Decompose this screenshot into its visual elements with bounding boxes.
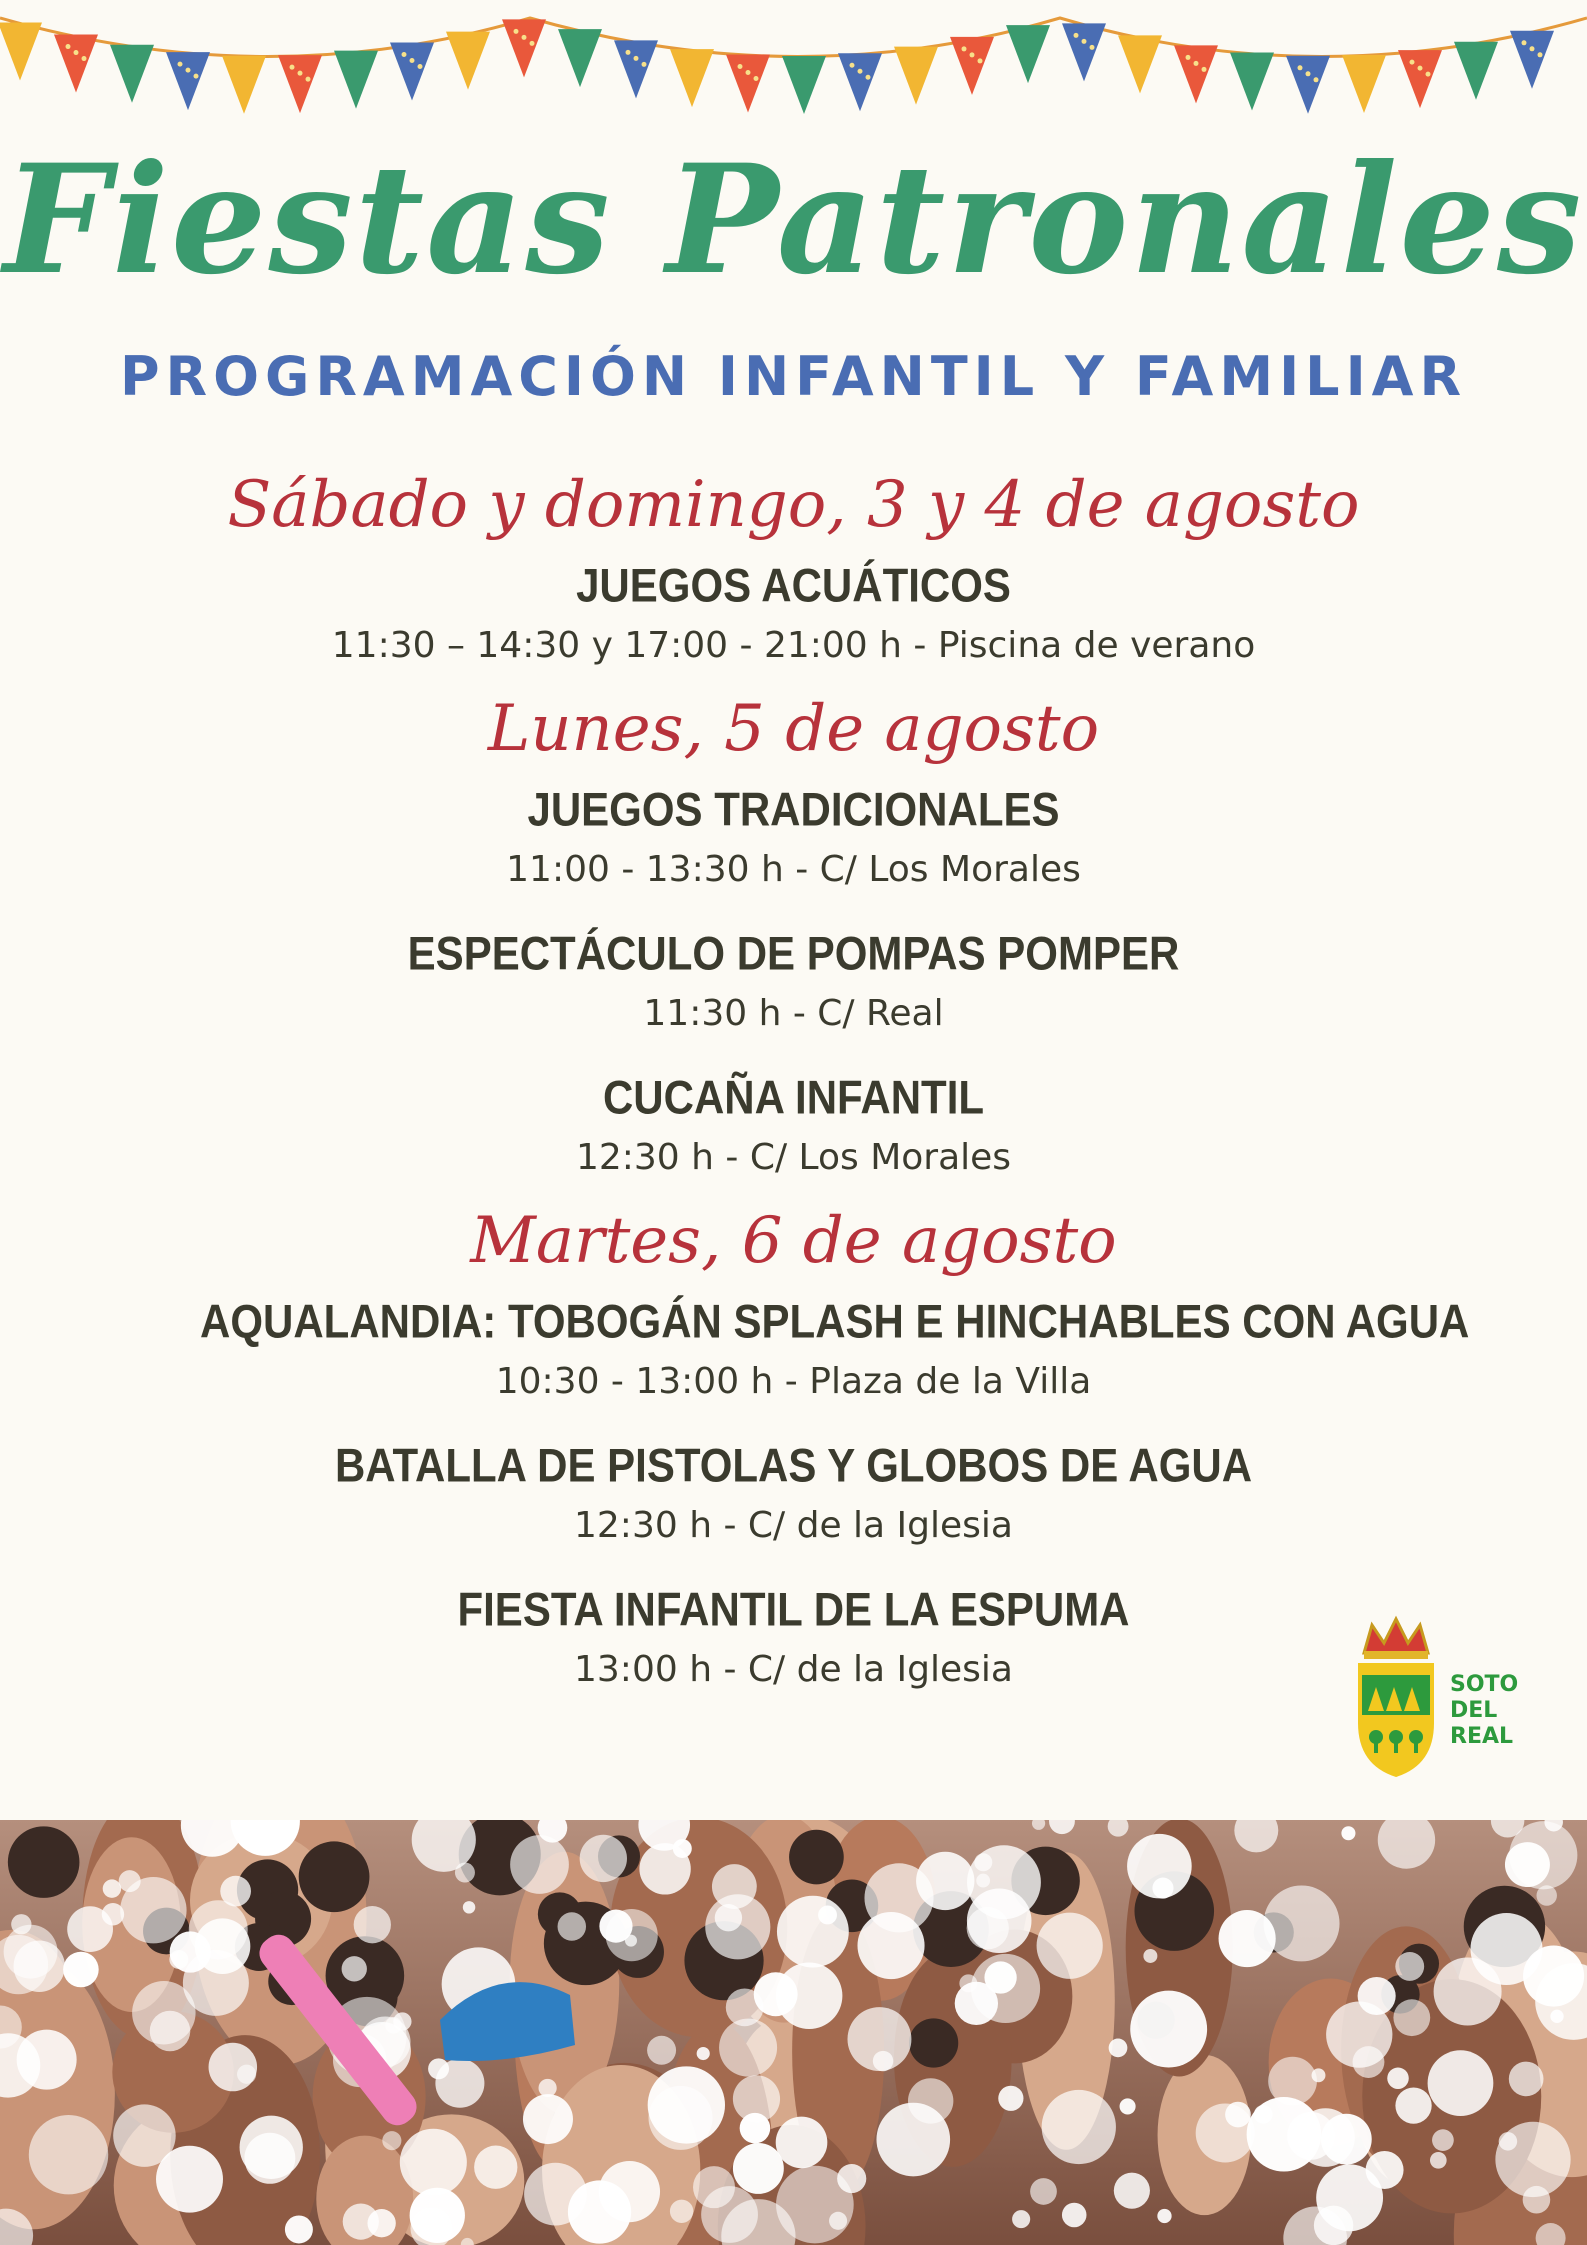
photo-foam bbox=[976, 1874, 990, 1888]
photo-foam bbox=[837, 2164, 866, 2193]
bunting-flag bbox=[782, 56, 826, 114]
bunting-flag bbox=[222, 56, 266, 114]
bunting-flag bbox=[334, 51, 378, 109]
photo-foam bbox=[1130, 1991, 1207, 2068]
photo-foam bbox=[343, 2203, 379, 2239]
photo-foam bbox=[1042, 2090, 1116, 2164]
foam-party-photo bbox=[0, 1820, 1587, 2245]
photo-foam bbox=[599, 2161, 660, 2222]
photo-foam bbox=[649, 2086, 713, 2150]
photo-foam bbox=[1432, 2129, 1454, 2151]
photo-foam bbox=[1037, 1913, 1103, 1979]
event-detail: 11:30 h - C/ Real bbox=[643, 993, 944, 1034]
photo-foam bbox=[733, 2075, 780, 2122]
photo-foam bbox=[606, 1909, 658, 1961]
photo-foam bbox=[285, 2215, 313, 2243]
bunting-dot bbox=[866, 75, 871, 80]
bunting-flag bbox=[390, 42, 434, 100]
photo-foam bbox=[1030, 2178, 1057, 2205]
page-title: Fiestas Patronales bbox=[3, 132, 1584, 308]
bunting-flag bbox=[558, 29, 602, 87]
bunting-flag bbox=[614, 40, 658, 98]
photo-foam bbox=[1120, 2098, 1136, 2114]
photo-foam bbox=[102, 1903, 124, 1925]
bunting-flag bbox=[54, 35, 98, 93]
bunting-dot bbox=[1530, 46, 1535, 51]
photo-foam bbox=[11, 1914, 31, 1934]
photo-foam bbox=[580, 1835, 627, 1882]
bunting-flag bbox=[1454, 42, 1498, 100]
photo-foam bbox=[400, 2129, 467, 2196]
bunting-dot bbox=[1314, 77, 1319, 82]
photo-foam bbox=[1387, 2068, 1409, 2090]
photo-foam bbox=[474, 2146, 517, 2189]
day-block bbox=[200, 684, 1387, 1186]
photo-foam bbox=[63, 1952, 99, 1988]
bunting-dot bbox=[74, 50, 79, 55]
photo-foam bbox=[998, 2086, 1023, 2111]
photo-foam bbox=[435, 2059, 484, 2108]
bunting-dot bbox=[290, 65, 295, 70]
bunting-dot bbox=[306, 77, 311, 82]
bunting-flag bbox=[502, 19, 546, 77]
photo-foam bbox=[701, 2186, 758, 2243]
photo-foam bbox=[240, 2116, 303, 2179]
photo-foam bbox=[1428, 2050, 1494, 2116]
bunting-flag bbox=[0, 22, 42, 80]
bunting-dot bbox=[962, 46, 967, 51]
program-list bbox=[200, 460, 1470, 1708]
photo-foam bbox=[1247, 2097, 1322, 2172]
day-heading: Sábado y domingo, 3 y 4 de agosto bbox=[227, 468, 1360, 542]
photo-foam bbox=[1109, 2039, 1128, 2058]
photo-foam bbox=[1196, 2103, 1255, 2162]
photo-foam bbox=[876, 2103, 950, 2177]
logo-text-line: DEL bbox=[1450, 1698, 1498, 1723]
bunting-flag bbox=[110, 45, 154, 103]
bunting-dot bbox=[1426, 72, 1431, 77]
photo-foam bbox=[967, 1888, 1032, 1953]
bunting-flag bbox=[1230, 52, 1274, 110]
photo-foam bbox=[237, 2065, 256, 2084]
photo-foam bbox=[1341, 1826, 1355, 1840]
bunting-dot bbox=[978, 58, 983, 63]
photo-foam bbox=[647, 2036, 676, 2065]
photo-foam bbox=[1143, 1949, 1157, 1963]
bunting-dot bbox=[530, 41, 535, 46]
photo-foam bbox=[670, 2200, 693, 2223]
bunting-dot bbox=[1298, 65, 1303, 70]
bunting-dot bbox=[1202, 67, 1207, 72]
event-detail: 11:00 - 13:30 h - C/ Los Morales bbox=[506, 849, 1081, 890]
bunting-flag bbox=[838, 53, 882, 111]
bunting-flag bbox=[894, 47, 938, 105]
bunting-dot bbox=[1522, 40, 1527, 45]
bunting-flag bbox=[1174, 45, 1218, 103]
photo-foam bbox=[120, 1877, 186, 1943]
day-heading: Lunes, 5 de agosto bbox=[487, 692, 1100, 766]
bunting-dot bbox=[746, 70, 751, 75]
photo-foam bbox=[558, 1912, 586, 1940]
photo-foam bbox=[1395, 2087, 1431, 2123]
bunting-dot bbox=[1306, 71, 1311, 76]
bunting-dot bbox=[1186, 55, 1191, 60]
photo-foam bbox=[971, 1954, 1040, 2023]
bunting-dot bbox=[1074, 33, 1079, 38]
photo-foam bbox=[1536, 1885, 1556, 1905]
bunting-dot bbox=[754, 76, 759, 81]
photo-foam bbox=[777, 1896, 849, 1968]
day-block bbox=[200, 460, 1387, 674]
bunting-dot bbox=[522, 35, 527, 40]
town-logo-text bbox=[1450, 1672, 1518, 1750]
bunting-dot bbox=[1410, 60, 1415, 65]
photo-foam bbox=[848, 2007, 912, 2071]
event-detail: 10:30 - 13:00 h - Plaza de la Villa bbox=[495, 1361, 1092, 1402]
bunting-dot bbox=[82, 56, 87, 61]
photo-foam bbox=[733, 2143, 784, 2194]
event-name: AQUALANDIA: TOBOGÁN SPLASH E HINCHABLES CON AGUA bbox=[200, 1295, 1470, 1348]
event-detail: 13:00 h - C/ de la Iglesia bbox=[574, 1649, 1013, 1690]
bunting-dot bbox=[194, 74, 199, 79]
bunting-dot bbox=[402, 52, 407, 57]
photo-foam bbox=[1550, 2010, 1563, 2023]
bunting-dot bbox=[178, 62, 183, 67]
day-block bbox=[200, 1196, 1470, 1698]
bunting-dot bbox=[410, 58, 415, 63]
photo-foam bbox=[524, 2163, 587, 2226]
bunting-dot bbox=[298, 71, 303, 76]
photo-foam bbox=[183, 1950, 249, 2016]
photo-head bbox=[299, 1841, 370, 1912]
bunting-flag bbox=[1510, 31, 1554, 89]
event-detail: 11:30 – 14:30 y 17:00 - 21:00 h - Piscina de verano bbox=[331, 625, 1256, 666]
event-name: ESPECTÁCULO DE POMPAS POMPER bbox=[407, 927, 1180, 980]
event-detail: 12:30 h - C/ de la Iglesia bbox=[574, 1505, 1013, 1546]
photo-foam bbox=[719, 2019, 777, 2077]
photo-foam bbox=[715, 1904, 742, 1931]
event-name: BATALLA DE PISTOLAS Y GLOBOS DE AGUA bbox=[334, 1439, 1253, 1492]
bunting-dot bbox=[970, 52, 975, 57]
bunting-flag bbox=[1118, 35, 1162, 93]
photo-foam bbox=[1312, 2068, 1326, 2082]
bunting-garland-icon bbox=[0, 0, 1587, 140]
photo-foam bbox=[1395, 1952, 1424, 1981]
day-heading: Martes, 6 de agosto bbox=[470, 1204, 1117, 1278]
logo-text-line: REAL bbox=[1450, 1724, 1514, 1749]
event-name: JUEGOS ACUÁTICOS bbox=[576, 559, 1011, 612]
bunting-dot bbox=[626, 50, 631, 55]
bunting-flag bbox=[1006, 25, 1050, 83]
photo-foam bbox=[864, 1863, 933, 1932]
photo-foam bbox=[1062, 2203, 1087, 2228]
photo-foam bbox=[1114, 2173, 1150, 2209]
bunting-dot bbox=[858, 69, 863, 74]
photo-foam bbox=[463, 1901, 475, 1913]
bunting-dot bbox=[418, 64, 423, 69]
photo-foam bbox=[510, 1835, 569, 1894]
bunting-flag bbox=[446, 32, 490, 90]
bunting-dot bbox=[514, 29, 519, 34]
bunting-dot bbox=[186, 68, 191, 73]
photo-foam bbox=[113, 2104, 176, 2167]
logo-text-line: SOTO bbox=[1450, 1672, 1519, 1697]
bunting-dot bbox=[66, 44, 71, 49]
bunting-dot bbox=[1090, 45, 1095, 50]
bunting-flag bbox=[278, 55, 322, 113]
photo-foam bbox=[354, 1906, 391, 1943]
photo-foam bbox=[523, 2094, 573, 2144]
photo-foam bbox=[1264, 1885, 1340, 1961]
bunting-dot bbox=[1418, 66, 1423, 71]
photo-foam bbox=[1393, 1999, 1430, 2036]
photo-foam bbox=[342, 1956, 367, 1981]
bunting-flag bbox=[1398, 50, 1442, 108]
photo-foam bbox=[29, 2115, 108, 2194]
photo-foam bbox=[754, 1972, 798, 2016]
photo-foam bbox=[1316, 2164, 1383, 2231]
photo-foam bbox=[697, 2047, 710, 2060]
photo-foam bbox=[1523, 2186, 1551, 2214]
photo-foam bbox=[776, 2117, 828, 2169]
photo-head bbox=[789, 1830, 844, 1885]
bunting-flag bbox=[166, 52, 210, 110]
photo-head bbox=[8, 1826, 80, 1898]
event-name: CUCAÑA INFANTIL bbox=[602, 1071, 985, 1124]
bunting-flag bbox=[1062, 23, 1106, 81]
photo-foam bbox=[1505, 1842, 1550, 1887]
photo-foam bbox=[1509, 2062, 1544, 2097]
photo-head bbox=[909, 2018, 958, 2067]
bunting-dot bbox=[642, 62, 647, 67]
bunting-dot bbox=[1538, 52, 1543, 57]
bunting-dot bbox=[738, 64, 743, 69]
photo-foam bbox=[1430, 2152, 1447, 2169]
photo-foam bbox=[1127, 1834, 1192, 1899]
event-detail: 12:30 h - C/ Los Morales bbox=[575, 1137, 1012, 1178]
photo-foam bbox=[103, 1879, 121, 1897]
photo-foam bbox=[382, 2131, 401, 2150]
bunting-dot bbox=[1194, 61, 1199, 66]
bunting-dot bbox=[634, 56, 639, 61]
bunting-flag bbox=[670, 49, 714, 107]
photo-foam bbox=[1012, 2210, 1030, 2228]
photo-foam bbox=[1326, 2002, 1392, 2068]
event-name: JUEGOS TRADICIONALES bbox=[527, 783, 1060, 836]
bunting-dot bbox=[1082, 39, 1087, 44]
photo-foam bbox=[1434, 1958, 1502, 2026]
bunting-dot bbox=[850, 63, 855, 68]
bunting-flag bbox=[1286, 56, 1330, 114]
photo-foam bbox=[1499, 2132, 1518, 2151]
bunting-flag bbox=[950, 37, 994, 95]
photo-foam bbox=[1157, 2209, 1171, 2223]
page-subtitle: PROGRAMACIÓN INFANTIL Y FAMILIAR bbox=[119, 345, 1468, 408]
bunting-flag bbox=[1342, 55, 1386, 113]
bunting-flag bbox=[726, 55, 770, 113]
event-name: FIESTA INFANTIL DE LA ESPUMA bbox=[457, 1583, 1130, 1636]
